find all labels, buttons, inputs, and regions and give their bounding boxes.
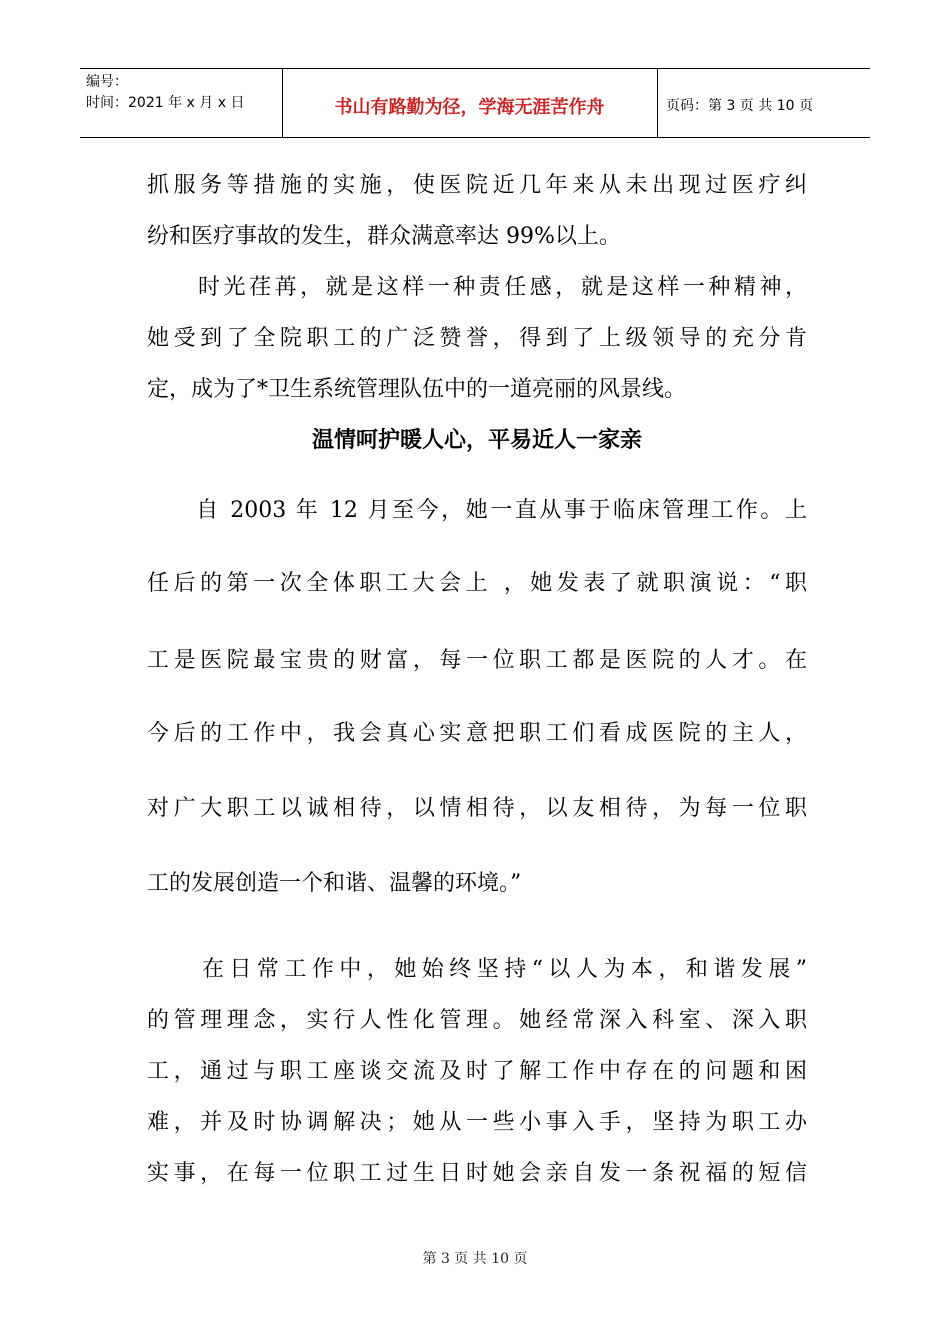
body-line: 自 2003 年 12 月至今，她一直从事于临床管理工作。上: [147, 498, 807, 523]
body-line: 工是医院最宝贵的财富，每一位职工都是医院的人才。在: [147, 648, 807, 673]
body-line: 纷和医疗事故的发生，群众满意率达 99%以上。: [147, 224, 621, 249]
page-footer: 第 3 页 共 10 页: [422, 1251, 528, 1267]
body-line: 实事，在每一位职工过生日时她会亲自发一条祝福的短信: [147, 1161, 807, 1186]
header-page-info: 页码：第 3 页 共 10 页: [666, 98, 813, 114]
body-line: 在日常工作中，她始终坚持“以人为本，和谐发展”: [147, 957, 807, 982]
body-line: 工的发展创造一个和谐、温馨的环境。”: [147, 871, 522, 896]
section-heading: 温情呵护暖人心，平易近人一家亲: [311, 427, 642, 453]
body-line: 今后的工作中，我会真心实意把职工们看成医院的主人，: [147, 721, 807, 746]
header-divider: [657, 69, 658, 137]
body-line: 的管理理念，实行人性化管理。她经常深入科室、深入职: [147, 1008, 807, 1033]
body-line: 工，通过与职工座谈交流及时了解工作中存在的问题和困: [147, 1059, 807, 1084]
header-number-label: 编号：: [86, 74, 128, 90]
body-line: 对广大职工以诚相待，以情相待，以友相待，为每一位职: [147, 796, 807, 821]
header-motto: 书山有路勤为径，学海无涯苦作舟: [334, 97, 605, 118]
body-line: 她受到了全院职工的广泛赞誉，得到了上级领导的充分肯: [147, 326, 807, 351]
body-line: 时光荏苒，就是这样一种责任感，就是这样一种精神，: [147, 275, 807, 300]
body-line: 任后的第一次全体职工大会上 ，她发表了就职演说：“职: [147, 571, 807, 596]
body-line: 定，成为了*卫生系统管理队伍中的一道亮丽的风景线。: [147, 377, 687, 402]
header-meta: [86, 72, 244, 114]
header-date: 时间：2021 年 x 月 x 日: [86, 95, 245, 111]
body-line: 难，并及时协调解决；她从一些小事入手，坚持为职工办: [147, 1110, 807, 1135]
document-header: [80, 68, 870, 138]
body-line: 抓服务等措施的实施，使医院近几年来从未出现过医疗纠: [147, 173, 807, 198]
